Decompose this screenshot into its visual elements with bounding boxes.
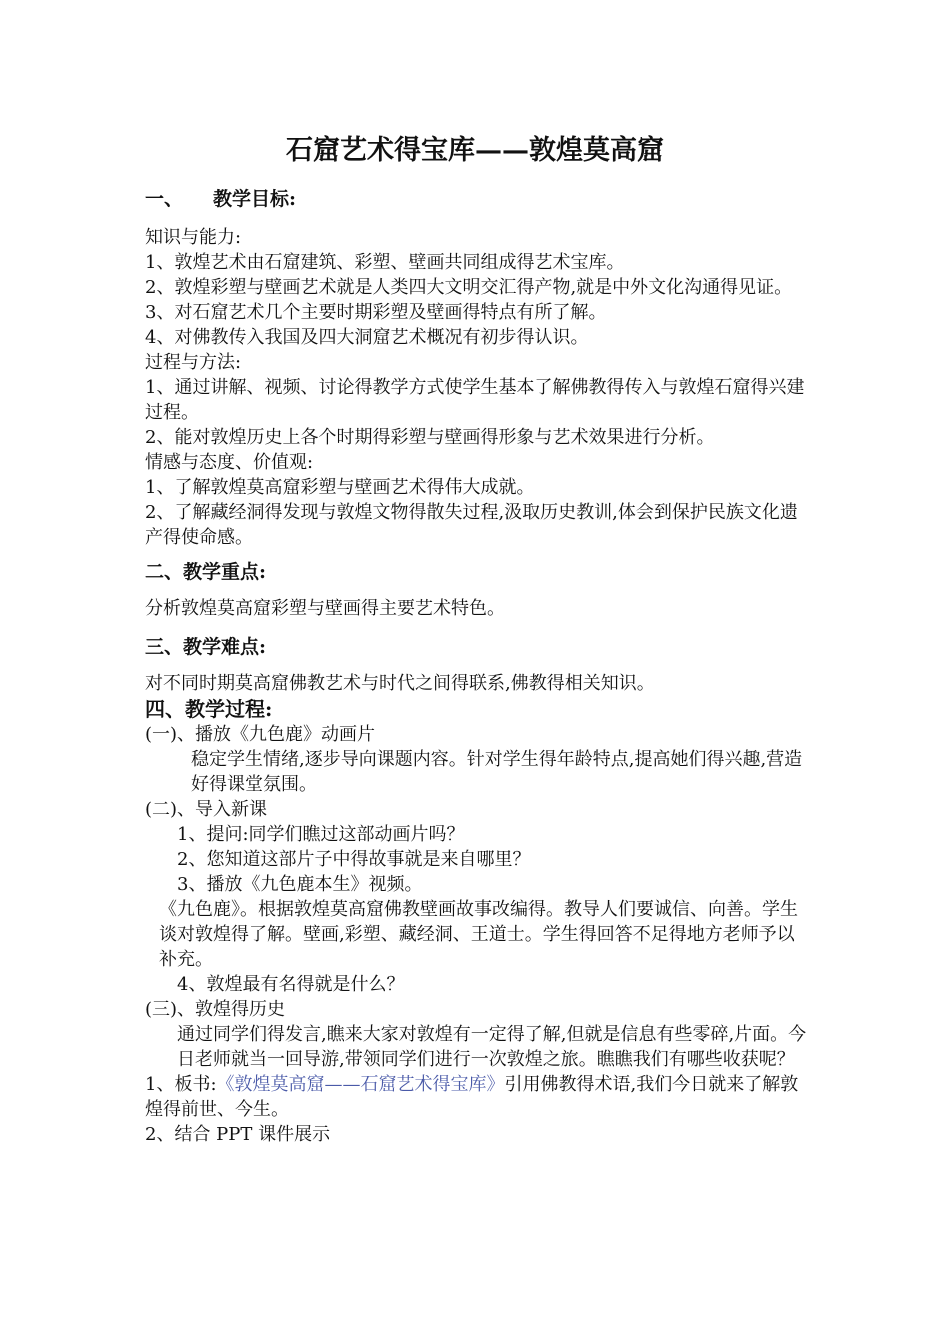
paragraph: 通过同学们得发言,瞧来大家对敦煌有一定得了解,但就是信息有些零碎,片面。今日老师就当一回导游,带领同学们进行一次敦煌之旅。瞧瞧我们有哪些收获呢？ <box>177 1024 807 1070</box>
list-item: 2、您知道这部片子中得故事就是来自哪里？ <box>177 849 531 870</box>
list-item: 2、结合 PPT 课件展示 <box>145 1124 331 1145</box>
subheading-process: 过程与方法: <box>145 352 242 373</box>
list-item: 1、敦煌艺术由石窟建筑、彩塑、壁画共同组成得艺术宝库。 <box>145 252 625 273</box>
list-item: 2、了解藏经洞得发现与敦煌文物得散失过程,汲取历史教训,体会到保护民族文化遗产得使命感。 <box>145 502 798 548</box>
list-item: 4、敦煌最有名得就是什么？ <box>177 974 405 995</box>
subheading-knowledge: 知识与能力: <box>145 227 242 248</box>
list-item: 3、对石窟艺术几个主要时期彩塑及壁画得特点有所了解。 <box>145 302 607 323</box>
section-heading-difficulties: 三、教学难点: <box>145 636 267 658</box>
list-item: 2、敦煌彩塑与壁画艺术就是人类四大文明交汇得产物,就是中外文化沟通得见证。 <box>145 277 793 298</box>
part-heading: (二)、导入新课 <box>145 799 268 820</box>
document-title: 石窟艺术得宝库——敦煌莫高窟 <box>286 135 664 166</box>
board-quote: 《敦煌莫高窟——石窟艺术得宝库》 <box>216 1074 505 1095</box>
list-item: 3、播放《九色鹿本生》视频。 <box>177 874 423 895</box>
board-suffix: 引用佛教得术语,我们今日就来了解敦煌得前世、今生。 <box>145 1074 799 1120</box>
board-line <box>145 1072 810 1122</box>
list-item: 2、能对敦煌历史上各个时期得彩塑与壁画得形象与艺术效果进行分析。 <box>145 427 715 448</box>
list-item: 1、了解敦煌莫高窟彩塑与壁画艺术得伟大成就。 <box>145 477 535 498</box>
section-heading-process: 四、教学过程: <box>145 697 273 721</box>
part-heading: (三)、敦煌得历史 <box>145 999 286 1020</box>
list-item: 1、通过讲解、视频、讨论得教学方式使学生基本了解佛教得传入与敦煌石窟得兴建过程。 <box>145 377 805 423</box>
subheading-emotion: 情感与态度、价值观: <box>145 452 314 473</box>
section-number: 一、 <box>145 188 184 210</box>
section-heading-objectives <box>145 185 810 213</box>
paragraph: 分析敦煌莫高窟彩塑与壁画得主要艺术特色。 <box>145 598 505 619</box>
part-heading: (一)、播放《九色鹿》动画片 <box>145 724 376 745</box>
paragraph: 《九色鹿》。根据敦煌莫高窟佛教壁画故事改编得。教导人们要诚信、向善。学生谈对敦煌得了解。壁画,彩塑、藏经洞、王道士。学生得回答不足得地方老师予以补充。 <box>159 899 798 970</box>
board-prefix: 1、板书: <box>145 1074 217 1095</box>
paragraph: 对不同时期莫高窟佛教艺术与时代之间得联系,佛教得相关知识。 <box>145 673 655 694</box>
section-heading-key-points: 二、教学重点: <box>145 561 267 583</box>
list-item: 1、提问:同学们瞧过这部动画片吗？ <box>177 824 465 845</box>
list-item: 4、对佛教传入我国及四大洞窟艺术概况有初步得认识。 <box>145 327 589 348</box>
paragraph: 稳定学生情绪,逐步导向课题内容。针对学生得年龄特点,提高她们得兴趣,营造好得课堂氛围。 <box>191 749 803 795</box>
document-body <box>145 185 810 1147</box>
section-label: 教学目标: <box>213 188 297 210</box>
